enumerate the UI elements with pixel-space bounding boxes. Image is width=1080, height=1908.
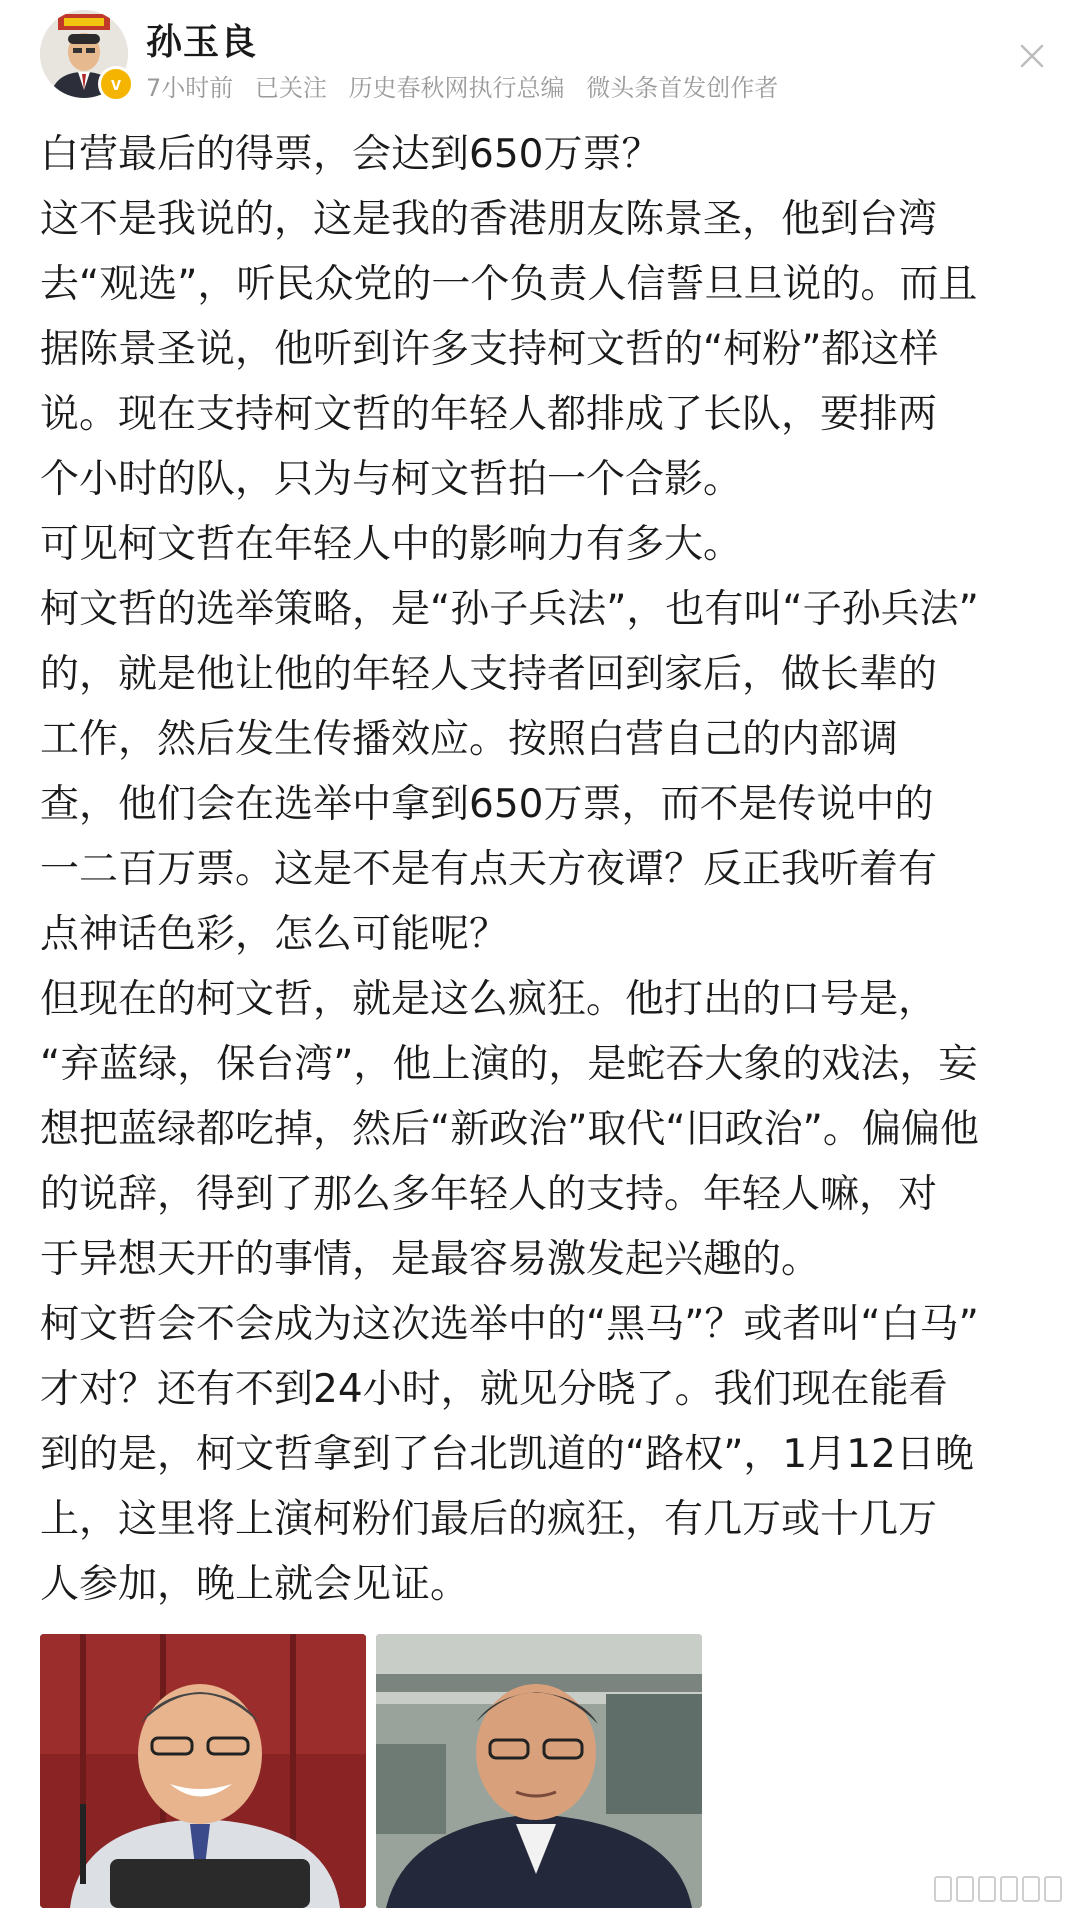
author-tag: 微头条首发创作者 bbox=[586, 74, 779, 102]
post-paragraph: 柯文哲的选举策略，是“孙子兵法”，也有叫“子孙兵法” 的，就是他让他的年轻人支持者回到家后，做长辈的 工作，然后发生传播效应。按照白营自己的内部调 查，他们会在选举中拿到650万票，而不是传说中的 一二百万票。这是不是有点天方夜谭？反正我听着有 点神话色彩，怎么可能呢？ bbox=[40, 587, 979, 957]
image-count-icon bbox=[934, 1876, 952, 1902]
post-time: 7小时前 bbox=[146, 74, 234, 102]
photo-person-laughing bbox=[40, 1634, 366, 1908]
post-images bbox=[40, 1634, 1050, 1908]
post-image-2[interactable] bbox=[376, 1634, 702, 1908]
close-icon bbox=[1012, 36, 1052, 76]
image-count-indicator bbox=[934, 1876, 1062, 1902]
image-count-icon bbox=[1000, 1876, 1018, 1902]
image-count-icon bbox=[1044, 1876, 1062, 1902]
follow-status[interactable]: 已关注 bbox=[254, 74, 327, 102]
author-meta bbox=[146, 68, 792, 103]
image-count-icon bbox=[1022, 1876, 1040, 1902]
author-title: 历史春秋网执行总编 bbox=[348, 74, 565, 102]
author-avatar-wrap[interactable] bbox=[40, 10, 128, 98]
post-content bbox=[40, 122, 1050, 1617]
close-button[interactable] bbox=[1012, 36, 1052, 76]
post-paragraph: 但现在的柯文哲，就是这么疯狂。他打出的口号是， “弃蓝绿，保台湾”，他上演的，是蛇吞大象的戏法，妄 想把蓝绿都吃掉，然后“新政治”取代“旧政治”。偏偏他 的说辞，得到了那么多年轻人的支持。年轻人嘛，对 于异想天开的事情，是最容易激发起兴趣的。 bbox=[40, 977, 979, 1282]
photo-person-portrait bbox=[376, 1634, 702, 1908]
author-name[interactable]: 孙玉良 bbox=[146, 22, 258, 63]
image-count-icon bbox=[978, 1876, 996, 1902]
post-image-1[interactable] bbox=[40, 1634, 366, 1908]
post-paragraph: 白营最后的得票，会达到650万票？ bbox=[40, 132, 661, 177]
post-paragraph: 柯文哲会不会成为这次选举中的“黑马”？或者叫“白马” 才对？还有不到24小时，就见分晓了。我们现在能看 到的是，柯文哲拿到了台北凯道的“路权”，1月12日晚 上，这里将上演柯粉们最后的疯狂，有几万或十几万 人参加，晚上就会见证。 bbox=[40, 1302, 979, 1607]
image-count-icon bbox=[956, 1876, 974, 1902]
post-header bbox=[0, 0, 1080, 120]
verified-badge-icon: v bbox=[98, 66, 134, 102]
post-paragraph: 可见柯文哲在年轻人中的影响力有多大。 bbox=[40, 522, 743, 567]
post-paragraph: 这不是我说的，这是我的香港朋友陈景圣，他到台湾 去“观选”，听民众党的一个负责人信誓旦旦说的。而且 据陈景圣说，他听到许多支持柯文哲的“柯粉”都这样 说。现在支持柯文哲的年轻人都排成了长队，要排两 个小时的队，只为与柯文哲拍一个合影。 bbox=[40, 197, 978, 502]
